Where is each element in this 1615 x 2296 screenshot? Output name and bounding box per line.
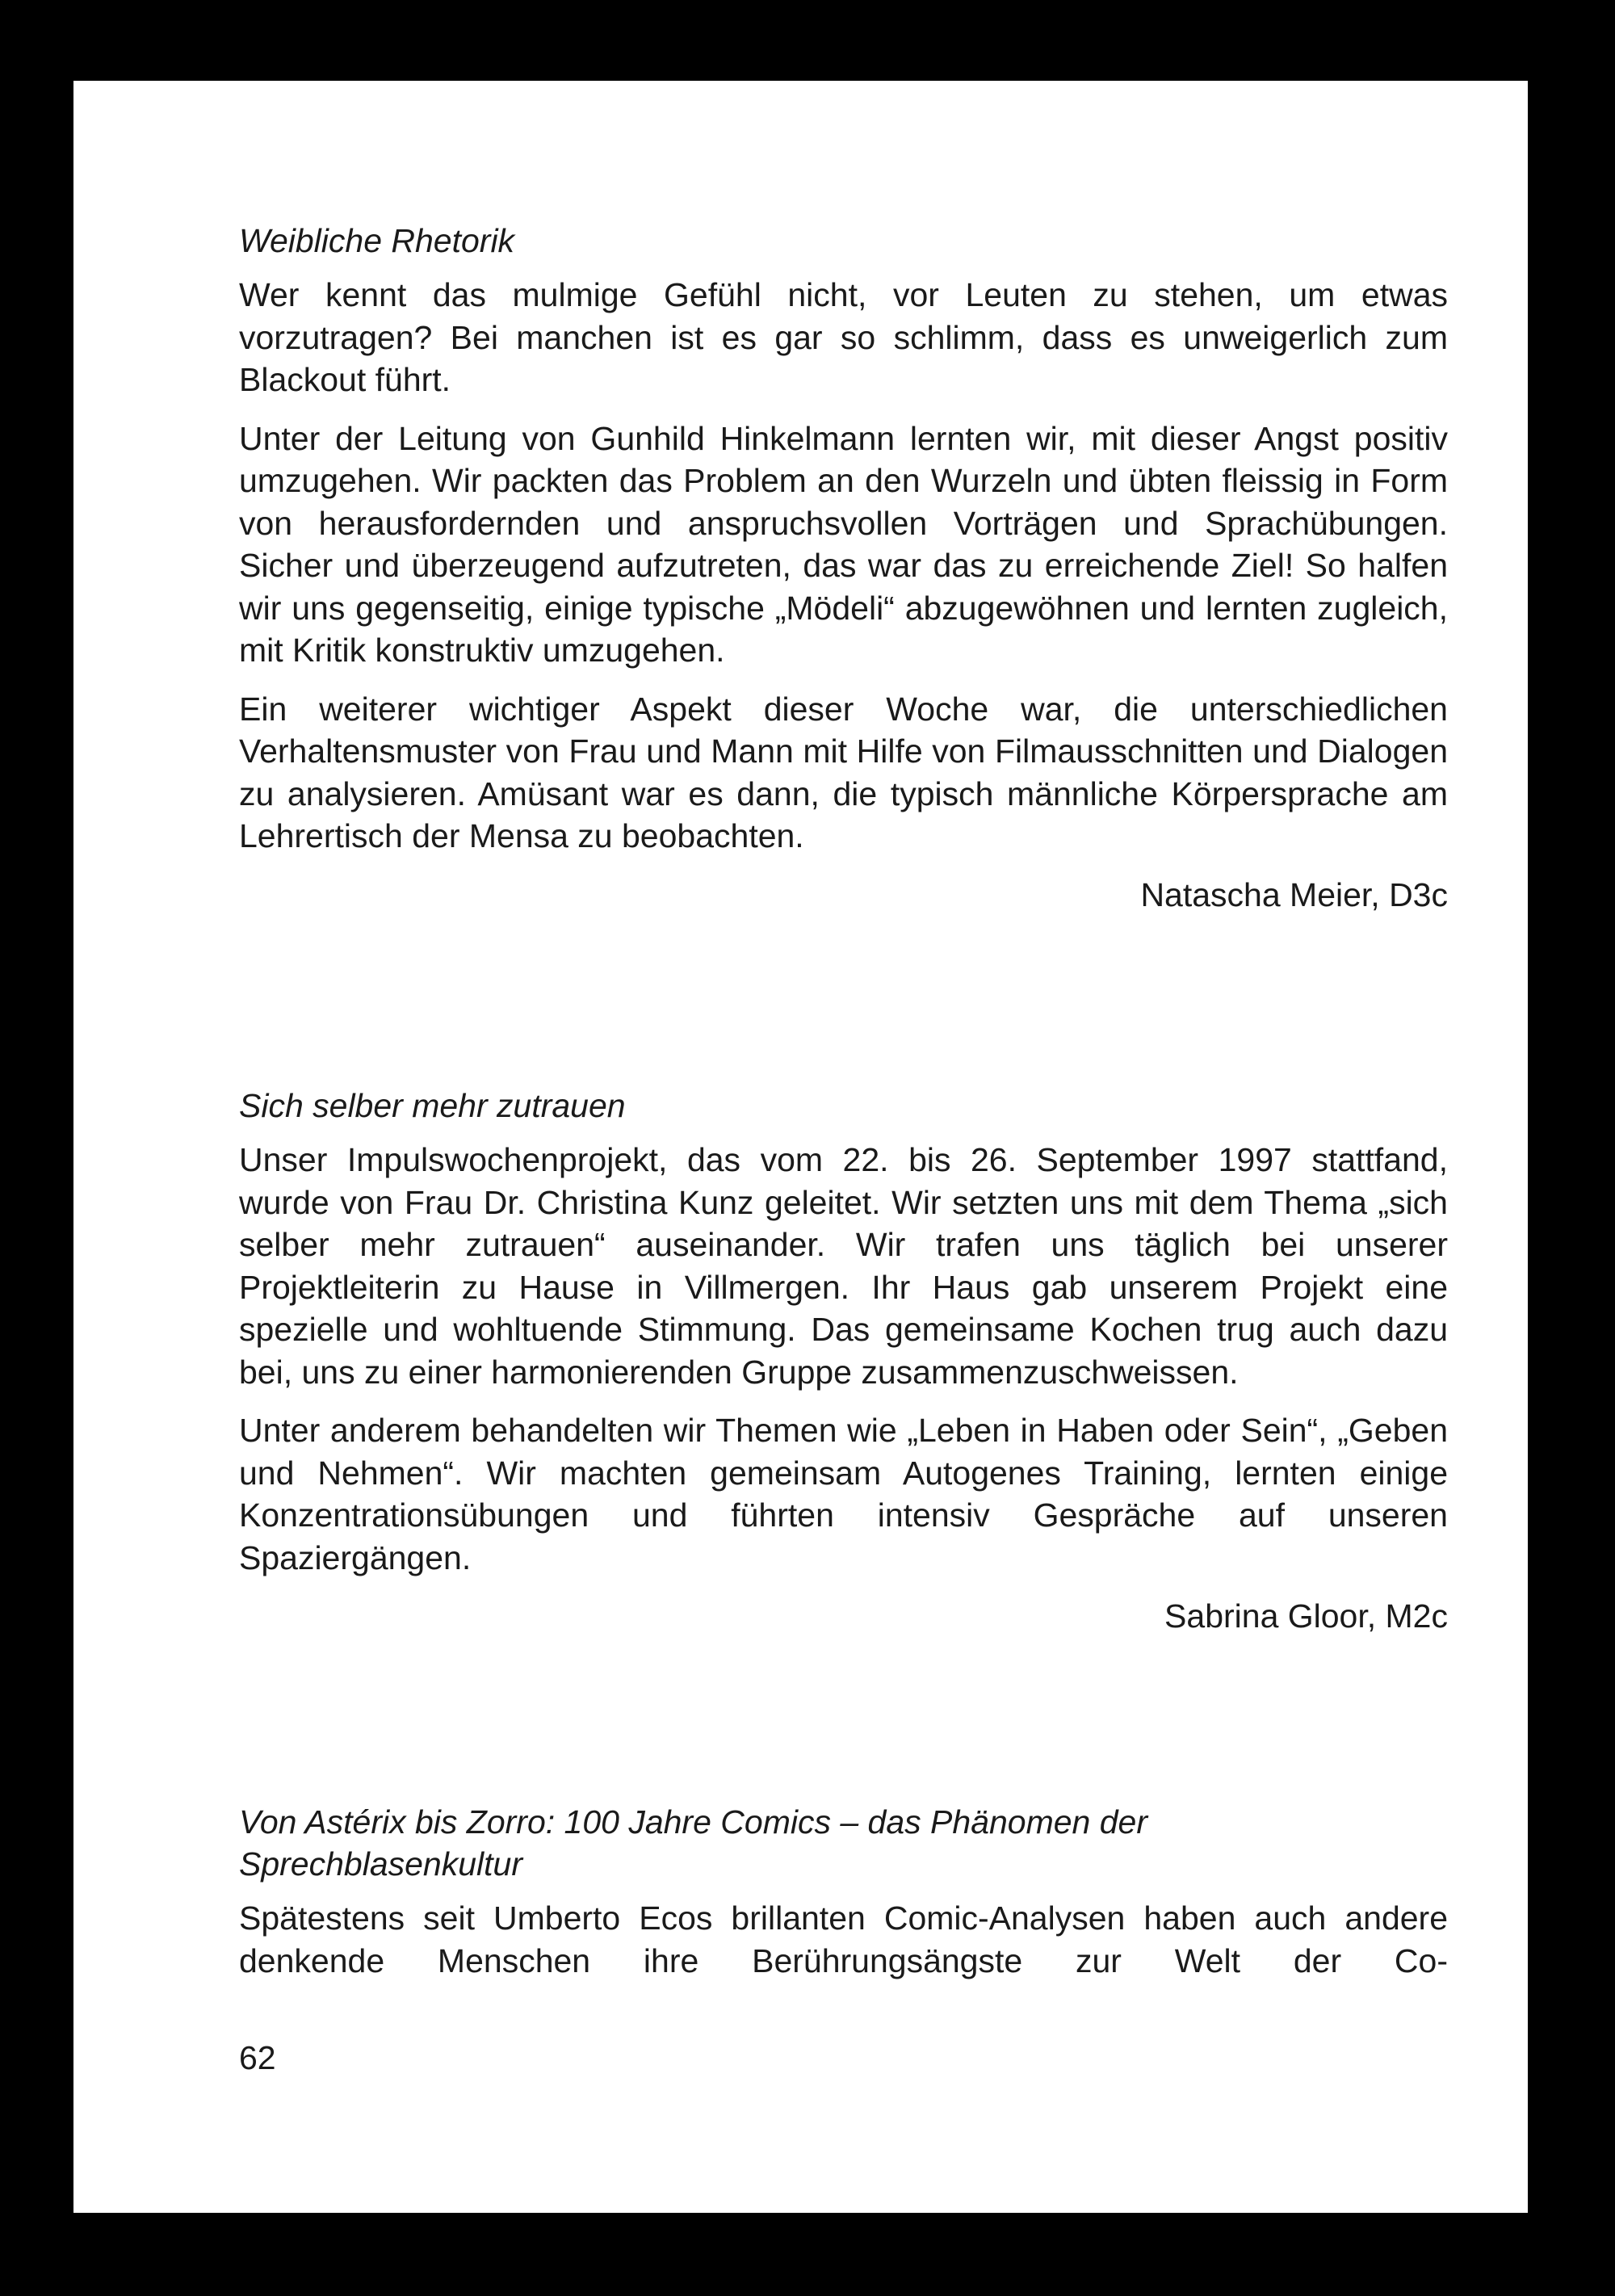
article-paragraph: Unter der Leitung von Gunhild Hinkelmann lernten wir, mit dieser Angst positiv umzugehen. Wir packten das Problem an den Wurzeln und übten fleissig in Form von herausfordernden und anspruchsvollen Vorträgen und Sprachübungen. Sicher und überzeugend aufzutreten, das war das zu erreichende Ziel! So halfen wir uns gegenseitig, einige typische „Mödeli“ abzugewöhnen und lernten zugleich, mit Kritik konstruktiv umzugehen.	[239, 419, 1448, 669]
article-paragraph: Spätestens seit Umberto Ecos brillanten Comic-Analysen haben auch andere denkende Menschen ihre Berührungsängste zur Welt der Co-	[239, 1899, 1448, 1979]
article-paragraph: Wer kennt das mulmige Gefühl nicht, vor Leuten zu stehen, um etwas vorzutragen? Bei manchen ist es gar so schlimm, dass es unweigerlich zum Blackout führt.	[239, 276, 1448, 398]
article-comics	[239, 1801, 1448, 1998]
article-paragraph: Ein weiterer wichtiger Aspekt dieser Woche war, die unterschiedlichen Verhaltensmuster von Frau und Mann mit Hilfe von Filmausschnitten und Dialogen zu analysieren. Amüsant war es dann, die typisch männliche Körpersprache am Lehrertisch der Mensa zu beobachten.	[239, 690, 1448, 854]
article-author: Natascha Meier, D3c	[1140, 875, 1448, 913]
article-title: Von Astérix bis Zorro: 100 Jahre Comics – das Phänomen der Sprechblasenkultur	[239, 1803, 1147, 1883]
article-weibliche-rhetorik	[239, 220, 1448, 916]
document-page	[73, 81, 1528, 2213]
article-paragraph: Unter anderem behandelten wir Themen wie „Leben in Haben oder Sein“, „Geben und Nehmen“. Wir machten gemeinsam Autogenes Training, lernten einige Konzentrationsübungen und führten intensiv Gespräche auf unseren Spaziergängen.	[239, 1412, 1448, 1576]
page-number: 62	[239, 2039, 276, 2076]
article-title: Sich selber mehr zutrauen	[239, 1087, 626, 1124]
article-author: Sabrina Gloor, M2c	[1164, 1597, 1448, 1635]
article-paragraph: Unser Impulswochenprojekt, das vom 22. bis 26. September 1997 stattfand, wurde von Frau Dr. Christina Kunz geleitet. Wir setzten uns mit dem Thema „sich selber mehr zutrauen“ auseinander. Wir trafen uns täglich bei unserer Projektleiterin zu Hause in Villmergen. Ihr Haus gab unserem Projekt eine spezielle und wohltuende Stimmung. Das gemeinsame Kochen trug auch dazu bei, uns zu einer harmonierenden Gruppe zusammenzuschweissen.	[239, 1141, 1448, 1391]
article-title: Weibliche Rhetorik	[239, 222, 515, 259]
article-sich-selber-mehr-zutrauen	[239, 1085, 1448, 1637]
